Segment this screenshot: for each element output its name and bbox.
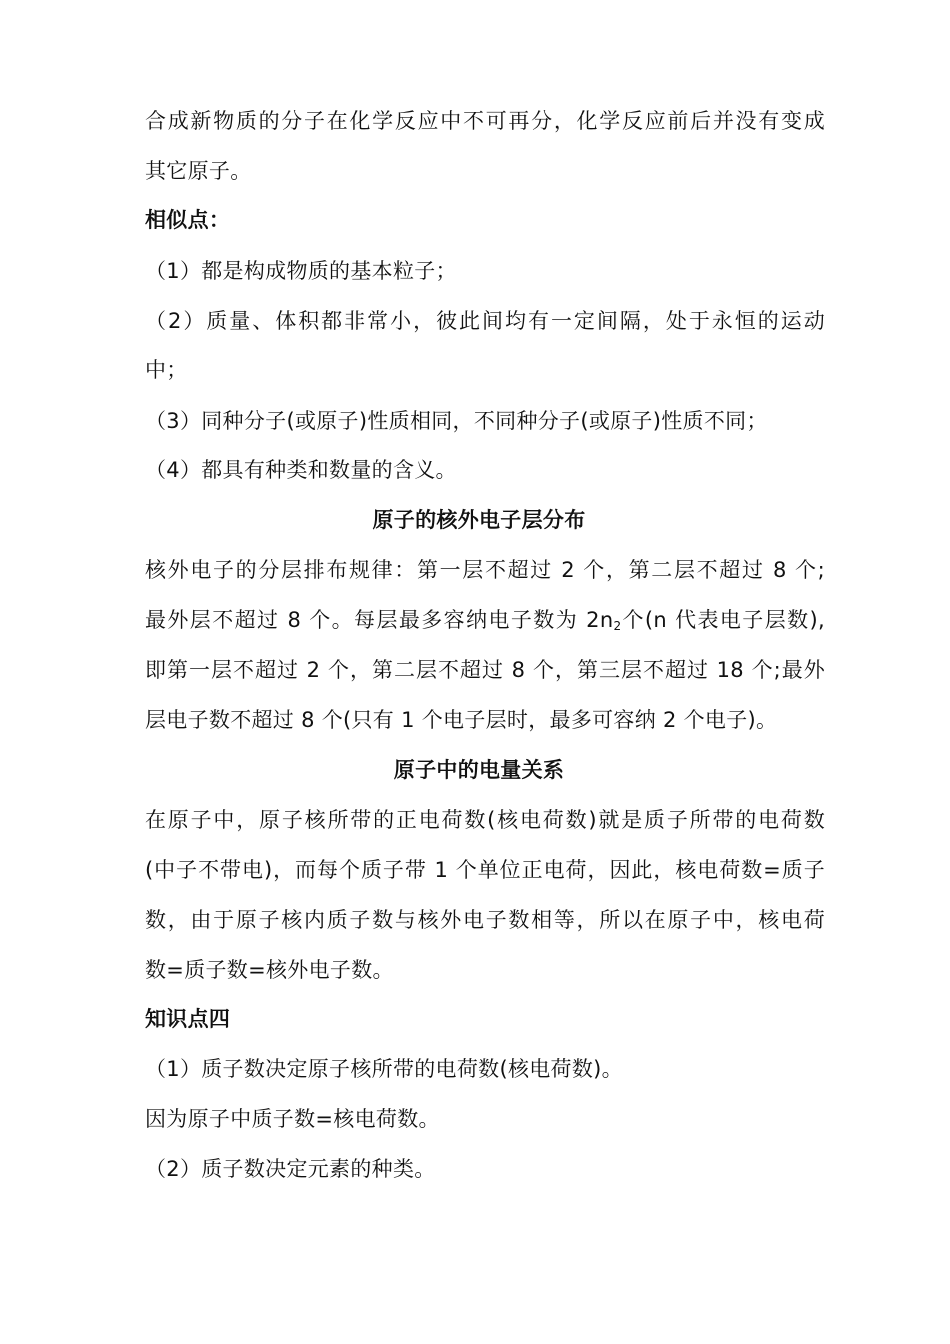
intro-line-2: 其它原子。 [145,159,252,183]
similarity-item-4: （4）都具有种类和数量的含义。 [145,458,457,482]
section-title-charge-relation: 原子中的电量关系 [393,758,565,782]
electron-line-3: 即第一层不超过 2 个，第二层不超过 8 个，第三层不超过 18 个;最外 [145,658,825,682]
knowledge-four-heading: 知识点四 [145,1007,231,1031]
electron-line-1: 核外电子的分层排布规律：第一层不超过 2 个，第二层不超过 8 个; [145,558,825,582]
similarity-item-1: （1）都是构成物质的基本粒子； [145,259,457,283]
similarity-item-2-cont: 中； [145,358,188,382]
charge-line-3: 数，由于原子核内质子数与核外电子数相等，所以在原子中，核电荷 [145,908,825,932]
similarity-item-3: （3）同种分子(或原子)性质相同，不同种分子(或原子)性质不同； [145,409,768,433]
electron-line-2-exponent: 2 [613,619,622,633]
charge-line-4: 数=质子数=核外电子数。 [145,958,394,982]
electron-line-2-part-a: 最外层不超过 8 个。每层最多容纳电子数为 2n [145,608,614,632]
section-title-electron-shells: 原子的核外电子层分布 [372,508,586,532]
electron-line-2 [145,606,825,640]
charge-line-2: (中子不带电)，而每个质子带 1 个单位正电荷，因此，核电荷数=质子 [145,858,825,882]
similarity-item-2: （2）质量、体积都非常小，彼此间均有一定间隔，处于永恒的运动 [145,309,825,333]
electron-line-2-part-b: 个(n 代表电子层数), [621,608,825,632]
knowledge-four-line-2: 因为原子中质子数=核电荷数。 [145,1107,440,1131]
similarity-heading: 相似点： [145,208,231,232]
knowledge-four-line-3: （2）质子数决定元素的种类。 [145,1157,436,1181]
charge-line-1: 在原子中，原子核所带的正电荷数(核电荷数)就是质子所带的电荷数 [145,808,825,832]
intro-line-1: 合成新物质的分子在化学反应中不可再分，化学反应前后并没有变成 [145,109,825,133]
electron-line-4: 层电子数不超过 8 个(只有 1 个电子层时，最多可容纳 2 个电子)。 [145,708,778,732]
knowledge-four-line-1: （1）质子数决定原子核所带的电荷数(核电荷数)。 [145,1057,623,1081]
